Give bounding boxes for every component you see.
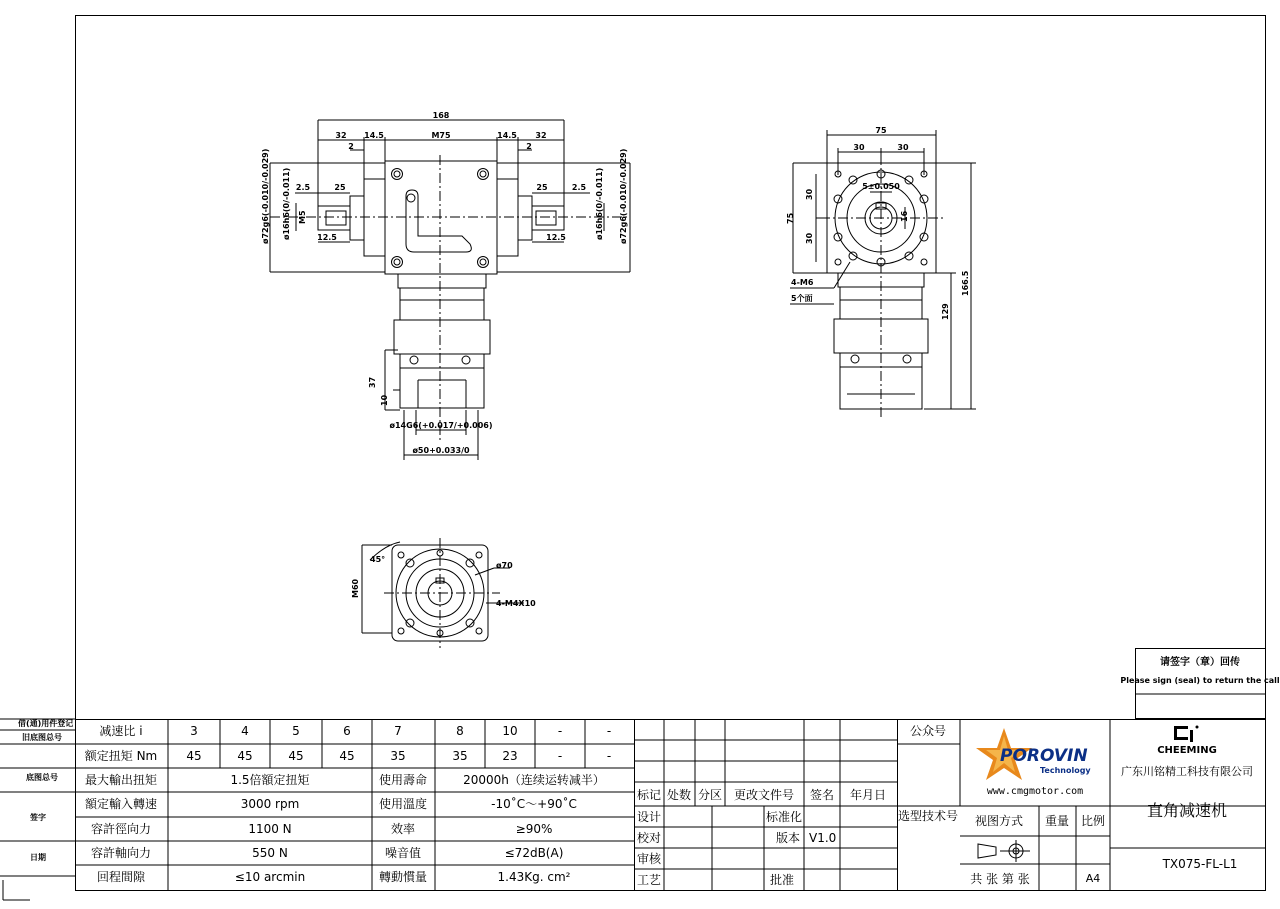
spec-label: 最大輸出扭矩 — [84, 773, 158, 787]
dim-side-75-left: 75 — [786, 212, 795, 224]
torque-cell: 45 — [237, 749, 253, 763]
model-number: TX075-FL-L1 — [1162, 857, 1238, 871]
torque-cell: 35 — [390, 749, 406, 763]
spec-label: 容許徑向力 — [90, 822, 152, 836]
ratio-cell: 3 — [190, 724, 198, 738]
spec-label: 回程間隙 — [96, 870, 146, 884]
rev-check: 校对 — [637, 831, 662, 845]
dim-dia50: ø50+0.033/0 — [412, 446, 470, 455]
ratio-cell: 8 — [456, 724, 464, 738]
spec-label: 噪音值 — [384, 846, 422, 860]
view-method-label: 视图方式 — [974, 814, 1024, 828]
dim-side-30-d: 30 — [805, 232, 814, 244]
spec-value: 1.5倍額定扭矩 — [230, 773, 310, 787]
dim-left-32: 32 — [335, 131, 347, 140]
torque-cell: 45 — [288, 749, 304, 763]
dim-right-2: 2 — [526, 142, 532, 151]
rev-version-label: 版本 — [776, 831, 801, 845]
spec-label: 容許軸向力 — [90, 846, 152, 860]
spec-value: 1.43Kg. cm² — [497, 870, 571, 884]
selection-tech-label: 选型技术号 — [897, 809, 959, 823]
dim-right-12-5: 12.5 — [546, 233, 566, 242]
dim-side-129: 129 — [941, 303, 950, 320]
dim-side-holes: 4-M6 — [791, 278, 814, 287]
dim-left-2-5: 2.5 — [295, 183, 311, 192]
dim-left-dia16: ø16h6(0/-0.011) — [282, 167, 291, 240]
rev-process: 工艺 — [637, 873, 662, 887]
spec-value: ≤72dB(A) — [504, 846, 564, 860]
dim-left-dia72: ø72g6(-0.010/-0.029) — [261, 148, 270, 244]
dim-37: 37 — [368, 376, 377, 388]
side-label-old-map: 旧底图总号 — [22, 733, 62, 742]
dim-side-16: 16 — [900, 210, 909, 222]
rev-header-zone: 分区 — [697, 788, 723, 802]
dim-right-dia72: ø72g6(-0.010/-0.029) — [619, 148, 628, 244]
torque-cell: 23 — [502, 749, 518, 763]
dim-right-dia16: ø16h6(0/-0.011) — [595, 167, 604, 240]
spec-label: 使用壽命 — [378, 773, 428, 787]
dim-side-tol: 5±0.050 — [862, 182, 900, 191]
torque-cell: 45 — [186, 749, 202, 763]
side-label-signature: 签字 — [30, 813, 46, 822]
dim-bottom-m60: M60 — [351, 578, 360, 598]
dim-left-m5: M5 — [298, 210, 307, 224]
ratio-cell: 6 — [343, 724, 351, 738]
sheet-count: 共 张 第 张 — [970, 872, 1030, 886]
ratio-cell: - — [557, 724, 563, 738]
rev-header-sign: 签名 — [809, 788, 835, 802]
dim-bottom-dia70: ø70 — [496, 561, 513, 570]
company-logo-mark — [1174, 726, 1199, 743]
company-name: 广东川铭精工科技有限公司 — [1121, 765, 1253, 778]
dim-right-14-5: 14.5 — [497, 131, 517, 140]
dim-overall: 168 — [432, 111, 450, 120]
ratio-cell: 4 — [241, 724, 249, 738]
rev-header-date: 年月日 — [849, 788, 887, 802]
torque-cell: - — [557, 749, 563, 763]
rev-review: 审核 — [637, 852, 662, 866]
dim-right-32: 32 — [535, 131, 547, 140]
dim-left-12-5: 12.5 — [317, 233, 337, 242]
dim-10: 10 — [380, 394, 389, 406]
spec-value: 550 N — [252, 846, 288, 860]
dim-side-30-c: 30 — [805, 188, 814, 200]
rev-standard: 标准化 — [766, 810, 803, 824]
dim-center: M75 — [431, 131, 451, 140]
side-label-map-number: 底图总号 — [26, 773, 58, 782]
spec-value: 1100 N — [248, 822, 292, 836]
ratio-cell: - — [606, 724, 612, 738]
paper-size: A4 — [1085, 872, 1101, 885]
ratio-cell: 10 — [502, 724, 518, 738]
official-account-label: 公众号 — [909, 724, 947, 738]
torque-cell: 45 — [339, 749, 355, 763]
spec-value: 20000h（连续运转减半） — [463, 773, 605, 787]
ratio-cell: 7 — [394, 724, 402, 738]
rev-design: 设计 — [637, 810, 662, 824]
rev-approve: 批准 — [770, 873, 795, 887]
website: www.cmgmotor.com — [986, 786, 1084, 797]
dim-side-75-top: 75 — [875, 126, 887, 135]
side-label-date: 日期 — [30, 853, 46, 862]
dim-left-25: 25 — [334, 183, 346, 192]
dim-side-30-a: 30 — [853, 143, 865, 152]
brand-name: POROVIN — [1000, 746, 1088, 766]
return-note-subtitle: Please sign (seal) to return the call — [1120, 676, 1280, 685]
spec-label: 轉動慣量 — [378, 870, 428, 884]
dim-right-2-5: 2.5 — [571, 183, 587, 192]
dim-left-2: 2 — [348, 142, 354, 151]
dim-dia14: ø14G6(+0.017/+0.006) — [389, 421, 493, 430]
torque-cell: 35 — [452, 749, 468, 763]
ratio-cell: 5 — [292, 724, 300, 738]
dim-side-30-b: 30 — [897, 143, 909, 152]
dim-side-depth: 5个面 — [791, 294, 813, 303]
brand-subtitle: Technology — [1040, 766, 1091, 775]
torque-cell: - — [606, 749, 612, 763]
spec-label: 效率 — [390, 822, 416, 836]
spec-value: -10˚C～+90˚C — [491, 797, 577, 811]
spec-label: 使用溫度 — [378, 797, 428, 811]
ratio-label: 减速比 i — [99, 724, 143, 738]
dim-bottom-holes: 4-M4X10 — [496, 599, 536, 608]
rev-header-mark: 标记 — [636, 788, 662, 802]
spec-value: ≥90% — [515, 822, 553, 836]
scale-label: 比例 — [1080, 814, 1106, 828]
dim-side-166-5: 166.5 — [961, 270, 970, 296]
spec-label: 額定輸入轉速 — [84, 797, 158, 811]
product-name: 直角减速机 — [1146, 801, 1228, 820]
company-logo-text: CHEEMING — [1157, 745, 1217, 756]
dim-right-25: 25 — [536, 183, 548, 192]
dim-bottom-45: 45° — [370, 555, 386, 564]
dim-left-14-5: 14.5 — [364, 131, 384, 140]
torque-label: 额定扭矩 Nm — [84, 749, 158, 763]
spec-value: 3000 rpm — [240, 797, 300, 811]
weight-label: 重量 — [1044, 814, 1070, 828]
return-note-title: 请签字（章）回传 — [1160, 657, 1240, 668]
rev-header-count: 处数 — [666, 788, 692, 802]
side-label-borrow: 借(通)用件登记 — [18, 719, 74, 728]
spec-value: ≤10 arcmin — [234, 870, 306, 884]
rev-header-file: 更改文件号 — [733, 788, 795, 802]
rev-version: V1.0 — [809, 831, 837, 845]
